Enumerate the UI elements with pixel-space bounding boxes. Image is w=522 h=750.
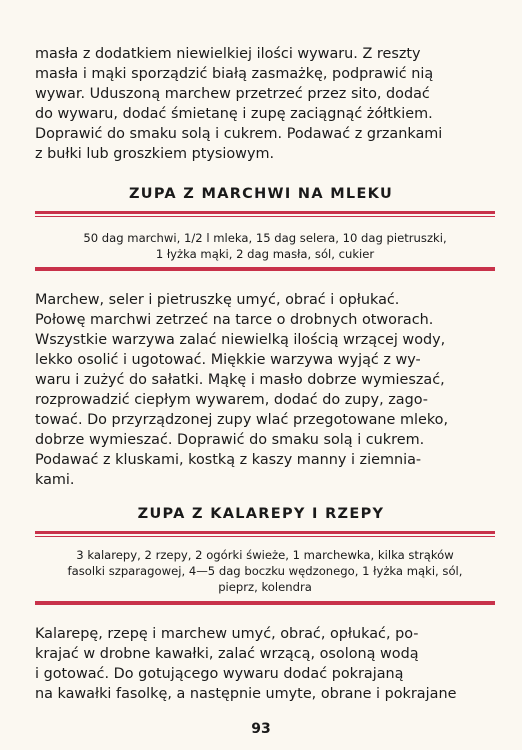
rule-top-kohlrabi — [35, 531, 495, 537]
page-number: 93 — [251, 721, 271, 737]
ingredients-carrot-soup: 50 dag marchwi, 1/2 l mleka, 15 dag selera, 10 dag pietruszki, 1 łyżka mąki, 2 dag masła, sól, cukier — [83, 231, 447, 261]
instructions-carrot-soup: Marchew, seler i pietruszkę umyć, obrać i opłukać. Połowę marchwi zetrzeć na tarce o drobnych otworach. Wszystkie warzywa zalać niewielką ilością wrzącej wody, lekko osolić i ugotować. Miękkie warzywa wyjąć z wy- waru i zużyć do sałatki. Mąkę i masło dobrze wymieszać, rozprowadzić ciepłym wywarem, dodać do zupy, zago- tować. Do przyrządzonej zupy wlać przegotowane mleko, dobrze wymieszać. Doprawić do smaku solą i cukrem. Podawać z kluskami, kostką z kaszy manny i ziemnia- kami. — [35, 292, 449, 488]
rule-bottom-kohlrabi — [35, 601, 495, 605]
recipe-title-carrot-soup: ZUPA Z MARCHWI NA MLEKU — [128, 186, 394, 202]
rule-top-carrot — [35, 211, 495, 217]
rule-bottom-carrot — [35, 267, 495, 271]
intro-paragraph: masła z dodatkiem niewielkiej ilości wywaru. Z reszty masła i mąki sporządzić białą zasmażkę, podprawić nią wywar. Uduszoną marchew przetrzeć przez sito, dodać do wywaru, dodać śmietanę i zupę zaciągnąć żółtkiem. Doprawić do smaku solą i cukrem. Podawać z grzankami z bułki lub groszkiem ptysiowym. — [35, 46, 443, 162]
ingredients-kohlrabi-soup: 3 kalarepy, 2 rzepy, 2 ogórki świeże, 1 marchewka, kilka strąków fasolki szparagowej, 4—5 dag boczku wędzonego, 1 łyżka mąki, sól, pieprz, kolendra — [67, 548, 463, 594]
recipe-title-kohlrabi-soup: ZUPA Z KALAREPY I RZEPY — [137, 506, 385, 522]
instructions-kohlrabi-soup: Kalarepę, rzepę i marchew umyć, obrać, opłukać, po- krajać w drobne kawałki, zalać wrzącą, osoloną wodą i gotować. Do gotującego wywaru dodać pokrajaną na kawałki fasolkę, a następnie umyte, obrane i pokrajane — [35, 626, 457, 702]
